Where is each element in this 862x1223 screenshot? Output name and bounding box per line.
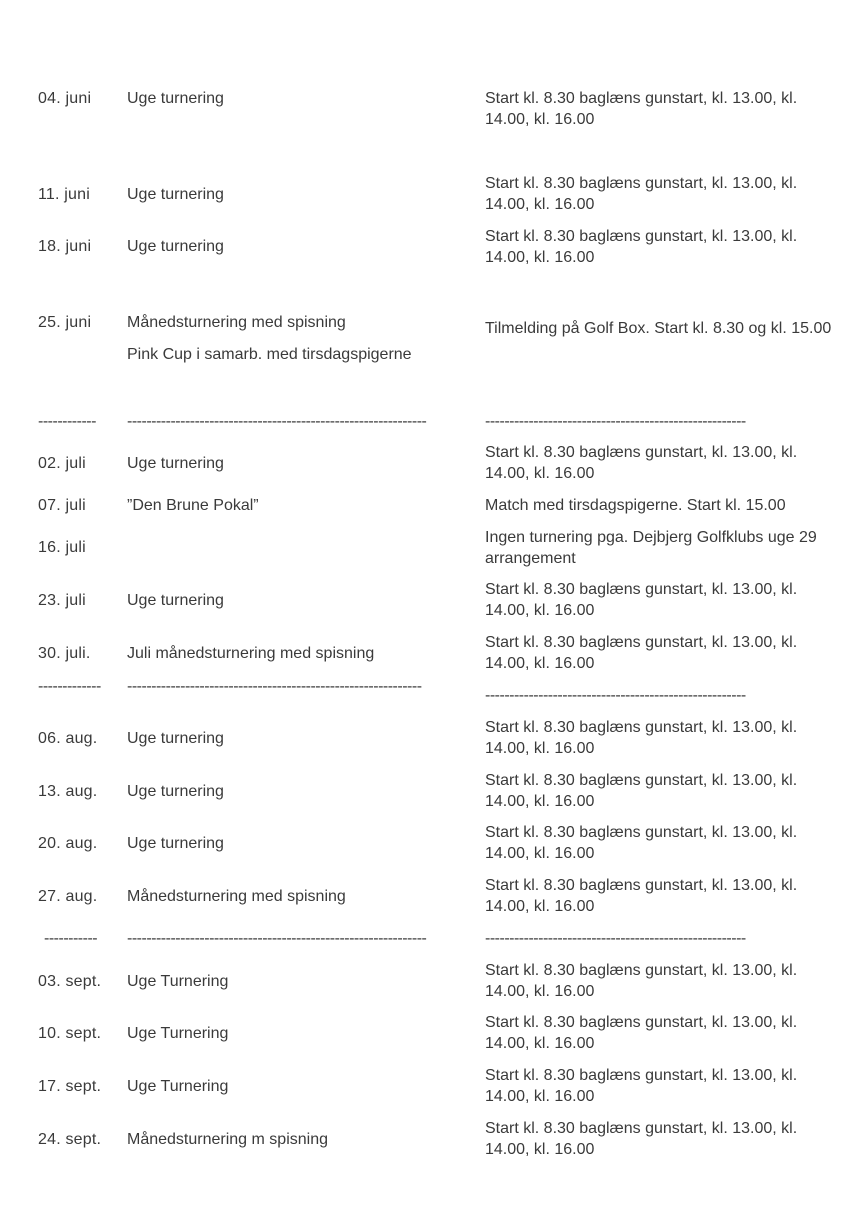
separator-date: ----------- <box>44 930 98 947</box>
row-event: ”Den Brune Pokal” <box>127 497 259 514</box>
row-note: Match med tirsdagspigerne. Start kl. 15.00 <box>485 497 786 514</box>
row-event: Uge turnering <box>127 90 224 107</box>
row-date: 25. juni <box>38 314 92 331</box>
row-event: Uge turnering <box>127 730 224 747</box>
row-event: Månedsturnering med spisning <box>127 888 346 905</box>
row-event: Uge turnering <box>127 835 224 852</box>
row-event: Uge Turnering <box>127 973 229 990</box>
separator-date: ------------ <box>38 413 96 430</box>
row-date: 17. sept. <box>38 1078 102 1095</box>
row-date: 18. juni <box>38 238 92 255</box>
row-note: Start kl. 8.30 baglæns gunstart, kl. 13.00, kl. 14.00, kl. 16.00 <box>485 877 798 915</box>
separator-event: ------------------------------------------------------------- <box>127 678 422 695</box>
row-date: 07. juli <box>38 497 86 514</box>
row-date: 27. aug. <box>38 888 98 905</box>
row-event: Uge turnering <box>127 186 224 203</box>
row-note: Start kl. 8.30 baglæns gunstart, kl. 13.00, kl. 14.00, kl. 16.00 <box>485 228 798 266</box>
row-note: Tilmelding på Golf Box. Start kl. 8.30 og kl. 15.00 <box>485 320 832 337</box>
row-event: Månedsturnering med spisning <box>127 314 346 331</box>
row-event: Månedsturnering m spisning <box>127 1131 328 1148</box>
row-note: Start kl. 8.30 baglæns gunstart, kl. 13.00, kl. 14.00, kl. 16.00 <box>485 1014 798 1052</box>
row-date: 23. juli <box>38 592 86 609</box>
row-date: 03. sept. <box>38 973 102 990</box>
row-date: 16. juli <box>38 539 86 556</box>
row-date: 04. juni <box>38 90 92 107</box>
row-note: Start kl. 8.30 baglæns gunstart, kl. 13.00, kl. 14.00, kl. 16.00 <box>485 1067 798 1105</box>
row-note: Start kl. 8.30 baglæns gunstart, kl. 13.00, kl. 14.00, kl. 16.00 <box>485 1120 798 1158</box>
separator-note: ------------------------------------------------------ <box>485 687 746 704</box>
row-date: 20. aug. <box>38 835 98 852</box>
row-note: Start kl. 8.30 baglæns gunstart, kl. 13.00, kl. 14.00, kl. 16.00 <box>485 772 798 810</box>
row-event: Uge turnering <box>127 783 224 800</box>
row-date: 10. sept. <box>38 1025 102 1042</box>
row-event: Uge turnering <box>127 592 224 609</box>
row-date: 13. aug. <box>38 783 98 800</box>
row-note: Start kl. 8.30 baglæns gunstart, kl. 13.00, kl. 14.00, kl. 16.00 <box>485 581 798 619</box>
separator-note: ------------------------------------------------------ <box>485 413 746 430</box>
row-note: Ingen turnering pga. Dejbjerg Golfklubs uge 29 arrangement <box>485 529 817 567</box>
row-event-secondary: Pink Cup i samarb. med tirsdagspigerne <box>127 346 412 363</box>
row-date: 30. juli. <box>38 645 91 662</box>
row-date: 06. aug. <box>38 730 98 747</box>
separator-date: ------------- <box>38 678 101 695</box>
row-event: Uge turnering <box>127 455 224 472</box>
row-event: Juli månedsturnering med spisning <box>127 645 375 662</box>
row-event: Uge Turnering <box>127 1078 229 1095</box>
row-note: Start kl. 8.30 baglæns gunstart, kl. 13.00, kl. 14.00, kl. 16.00 <box>485 719 798 757</box>
row-note: Start kl. 8.30 baglæns gunstart, kl. 13.00, kl. 14.00, kl. 16.00 <box>485 444 798 482</box>
row-note: Start kl. 8.30 baglæns gunstart, kl. 13.00, kl. 14.00, kl. 16.00 <box>485 824 798 862</box>
row-date: 24. sept. <box>38 1131 102 1148</box>
row-note: Start kl. 8.30 baglæns gunstart, kl. 13.00, kl. 14.00, kl. 16.00 <box>485 175 798 213</box>
separator-note: ------------------------------------------------------ <box>485 930 746 947</box>
separator-event: -------------------------------------------------------------- <box>127 413 427 430</box>
row-event: Uge Turnering <box>127 1025 229 1042</box>
row-date: 11. juni <box>38 186 91 203</box>
row-note: Start kl. 8.30 baglæns gunstart, kl. 13.00, kl. 14.00, kl. 16.00 <box>485 90 798 128</box>
row-date: 02. juli <box>38 455 86 472</box>
separator-event: -------------------------------------------------------------- <box>127 930 427 947</box>
row-note: Start kl. 8.30 baglæns gunstart, kl. 13.00, kl. 14.00, kl. 16.00 <box>485 962 798 1000</box>
row-note: Start kl. 8.30 baglæns gunstart, kl. 13.00, kl. 14.00, kl. 16.00 <box>485 634 798 672</box>
row-event: Uge turnering <box>127 238 224 255</box>
